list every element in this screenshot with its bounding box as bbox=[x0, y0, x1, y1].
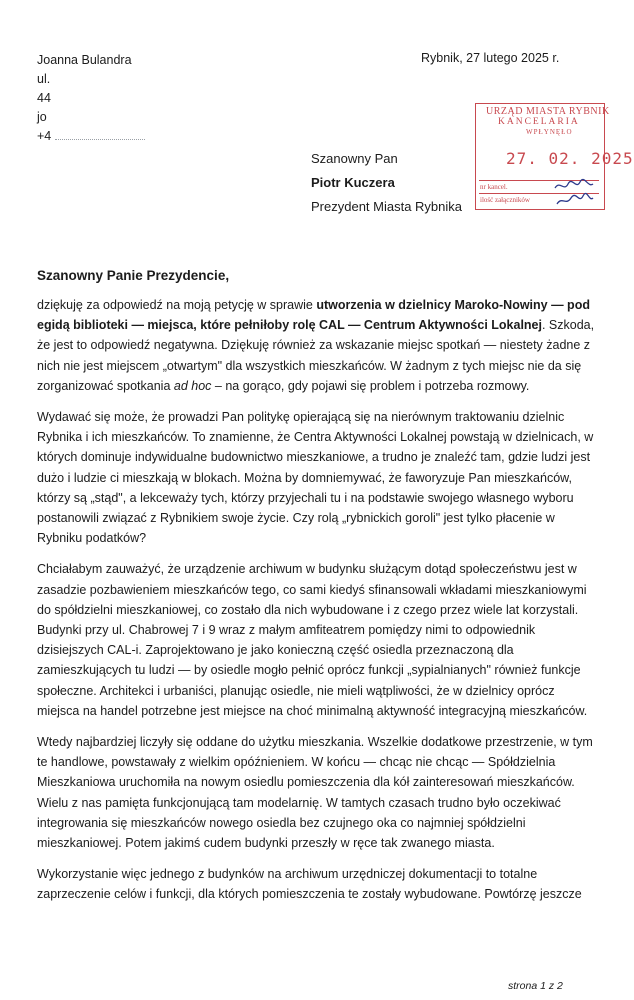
sender-phone: +4 bbox=[37, 127, 145, 146]
recipient-block bbox=[311, 147, 462, 219]
sender-name: Joanna Bulandra bbox=[37, 53, 132, 67]
paragraph: Wykorzystanie więc jednego z budynków na archiwum urzędniczej dokumentacji to totalne zaprzeczenie celów i funkcji, dla których pomieszczenia te zostały wybudowane. Powtórzę jeszcze bbox=[37, 867, 582, 902]
stamp-date: 27. 02. 2025 bbox=[506, 149, 634, 168]
letter-body bbox=[37, 295, 597, 916]
paragraph: dziękuję za odpowiedź na moją petycję w sprawie utworzenia w dzielnicy Maroko-Nowiny — pod egidą biblioteki — miejsca, które pełniłoby rolę CAL — Centrum Aktywności Lokalnej. Szkoda, że jest to odpowiedź negatywna. Dziękuję również za wskazanie miejsc spotkań — niestety żadne z nich nie jest miejscem „otwartym" dla wszystkich mieszkańców. W żadnym z tych miejsc nie da się zorganizować spotkania ad hoc – na gorąco, gdy pojawi się problem i potrzeba rozmowy. bbox=[37, 298, 595, 393]
stamp-row-kancel: nr kancel. bbox=[480, 183, 508, 191]
stamp-department: KANCELARIA bbox=[498, 117, 580, 127]
stamp-office: URZĄD MIASTA RYBNIK bbox=[486, 106, 610, 117]
stamp-row-attachments: ilość załączników bbox=[480, 196, 530, 204]
salutation: Szanowny Panie Prezydencie, bbox=[37, 268, 230, 283]
italic-phrase: ad hoc bbox=[173, 378, 212, 393]
paragraph: Chciałabym zauważyć, że urządzenie archiwum w budynku służącym dotąd społeczeństwu jest w zasadzie pozbawieniem mieszkańców tego, co sami kiedyś sfinansowali wkładami mieszkaniowymi do spółdzielni mieszkaniowej, co zostało dla nich wybudowane i z czego przez wiele lat korzystali. Budynki przy ul. Chabrowej 7 i 9 wraz z małym amfiteatrem pomiędzy nimi to odpowiednik dzisiejszych CAL-i. Zaprojektowano je jako konieczną część osiedla przeznaczoną dla zamieszkujących tu ludzi — by osiedle mogło pełnić oprócz funkcji „sypialnianych" również funkcje społeczne. Architekci i urbaniści, planując osiedle, nie mieli wątpliwości, że w dzielnicy oprócz miejsca na handel potrzebne jest miejsce na choć minimalną aktywność integracyjną mieszkańców. bbox=[37, 562, 588, 718]
paragraph: Wydawać się może, że prowadzi Pan politykę opierającą się na nierównym traktowaniu dzielnic Rybnika i ich mieszkańców. To znamienne, że Centra Aktywności Lokalnej powstają w dzielnicach, w których dominuje indywidualne budownictwo mieszkaniowe, a trudno je znaleźć tam, gdzie ludzi jest dużo i ludzie ci mieszkają w blokach. Można by domniemywać, że faworyzuje Pan mieszkańców, którzy są „stąd", a lekceważy tych, którzy przyjechali tu i na podstawie swojego własnego wyboru postanowili związać z Rybnikiem swoje życie. Czy rolą „rybnickich goroli" jest tylko płacenie w Rybniku podatków? bbox=[37, 410, 594, 546]
emphasized-petition-subject: utworzenia w dzielnicy Maroko-Nowiny — pod egidą biblioteki — miejsca, które pełniłoby rolę CAL — Centrum Aktywności Lokalnej bbox=[37, 298, 590, 333]
paragraph: Wtedy najbardziej liczyły się oddane do użytku mieszkania. Wszelkie dodatkowe przestrzenie, w tym te handlowe, powstawały z wielkim opóźnieniem. W końcu — chcąc nie chcąc — Spółdzielnia Mieszkaniowa uruchomiła na nowym osiedlu pomieszczenia dla kół zainteresowań mieszkańców. Wielu z nas pamięta funkcjonującą tam modelarnię. W tamtych czasach trudno było oczekiwać integrowania się mieszkańców nowego osiedla bez czujnego oka co najmniej spółdzielni mieszkaniowej. Potem jakimś cudem budynki przeszły w ręce tak zwanego miasta. bbox=[37, 735, 593, 851]
recipient-name: Piotr Kuczera bbox=[311, 175, 395, 190]
received-stamp bbox=[475, 103, 634, 210]
sender-email: jo bbox=[37, 110, 47, 124]
recipient-title: Prezydent Miasta Rybnika bbox=[311, 199, 463, 214]
letter-date: Rybnik, 27 lutego 2025 r. bbox=[421, 51, 560, 65]
sender-address-block bbox=[37, 51, 145, 146]
recipient-greeting: Szanowny Pan bbox=[311, 151, 398, 166]
stamp-received-label: WPŁYNĘŁO bbox=[526, 128, 573, 136]
redaction-mark bbox=[55, 133, 145, 140]
sender-number: 44 bbox=[37, 91, 51, 105]
page-number: strona 1 z 2 bbox=[508, 980, 563, 992]
handwritten-signature bbox=[552, 176, 596, 208]
sender-street: ul. bbox=[37, 72, 51, 86]
